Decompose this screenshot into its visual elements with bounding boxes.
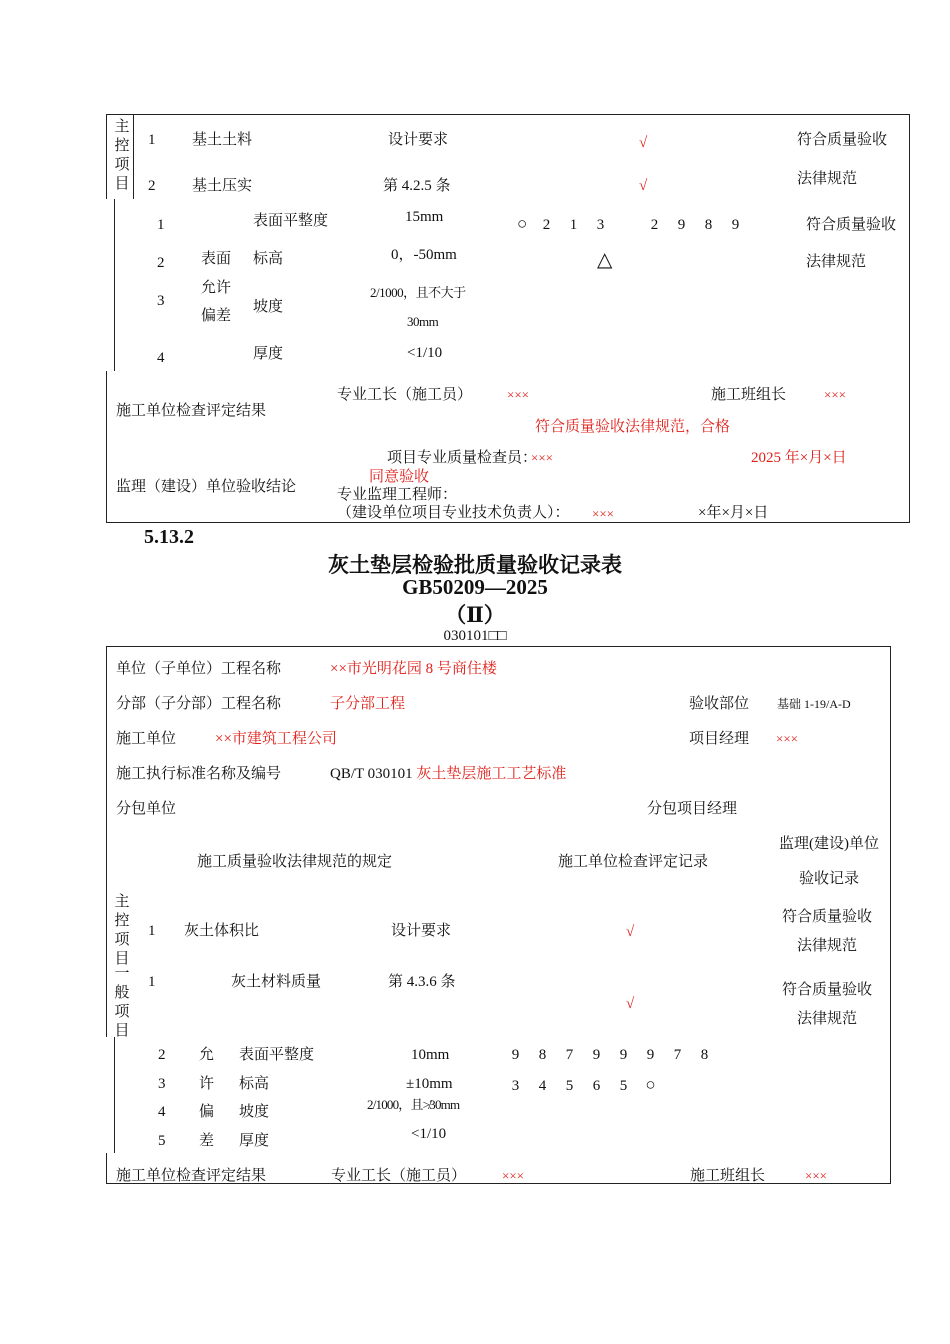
construction-result-label: 施工单位检查评定结果 [116,1168,267,1184]
contractor-value: ××市建筑工程公司 [215,731,337,747]
page-title: 灰土垫层检验批质量验收记录表 [328,553,622,577]
row-2-triangle-symbol: △ [597,249,613,271]
dev-row-3-no: 3 [158,1076,166,1092]
general-row-3-no: 3 [157,293,165,309]
header-supervision-line-2: 验收记录 [799,871,860,887]
circle-symbol: ○ [645,1075,656,1094]
group-label-deviation: 偏差 [201,308,232,324]
value-cell: 8 [538,1047,547,1063]
value-cell: 9 [619,1047,628,1063]
general-row-4-no: 4 [157,350,165,366]
value-cell: 4 [538,1078,547,1094]
date-2 [698,504,768,522]
table-2-right-border-b [890,1037,891,1153]
header-spec: 施工质量验收法律规范的规定 [197,854,393,870]
value-cell: 9 [592,1047,601,1063]
main-row-check: √ [626,924,635,940]
main-row-1-no: 1 [148,132,156,148]
allow-char-1: 允 [199,1047,215,1063]
date-1: 2025 年×月×日 [751,450,847,466]
allow-char-3: 偏 [199,1104,215,1120]
foreman-label: 专业工长（施工员） [337,387,473,403]
date-2-text: ×年×月×日 [698,505,769,521]
allow-char-2: 许 [199,1076,215,1092]
value-cell: 9 [511,1047,520,1063]
project-manager-value: ××× [776,731,798,746]
value-cell: 6 [592,1078,601,1094]
foreman-value: ××× [502,1168,524,1183]
dev-row-5-item: 厚度 [239,1133,270,1149]
unit-value: ××市光明花园 8 号商住楼 [330,661,497,677]
form-code: 030101□□ [443,628,507,644]
main-verdict-line-1: 符合质量验收 [797,132,888,148]
table-1-left-border-c [106,371,107,523]
table-1-top-border [106,114,910,115]
dev-row-2-no: 2 [158,1047,166,1063]
table-1-left-border-a [106,114,107,199]
value-cell: 8 [700,1047,709,1063]
team-leader-label: 施工班组长 [690,1168,766,1184]
supervisor-label: 专业监理工程师： [337,487,458,503]
form-variant: （Ⅱ） [445,603,505,627]
header-record: 施工单位检查评定记录 [558,854,709,870]
table-2-top-border [106,646,891,647]
general-verdict-line-1: 符合质量验收 [806,217,897,233]
contractor-label: 施工单位 [116,731,177,747]
dev-row-2-requirement: 10mm [411,1047,450,1063]
main-row-no: 1 [148,923,156,939]
main-row-1-requirement: 设计要求 [388,132,449,148]
table-1-bottom-border [106,522,910,523]
general-verdict-line-2: 法律规范 [797,1011,858,1027]
team-leader-value: ××× [805,1168,827,1183]
value-cell: 5 [565,1078,574,1094]
division-label: 分部（子分部）工程名称 [116,696,282,712]
dev-row-3-item: 标高 [239,1076,270,1092]
standard-name: 灰土垫层施工工艺标准 [416,766,567,782]
dev-row-5-requirement: <1/10 [411,1126,447,1142]
project-manager-label: 项目经理 [689,731,750,747]
table-2-right-border-a [890,646,891,1037]
general-row-1-no: 1 [157,217,165,233]
general-row-1-item: 表面平整度 [253,213,329,229]
table-2-left-border-a [106,646,107,1037]
standard-label: 施工执行标准名称及编号 [116,766,282,782]
inspection-part-value: 基础 1-19/A-D [777,697,851,711]
value-cell: 9 [646,1047,655,1063]
supervision-result: 同意验收 [369,469,430,485]
value-cell: 9 [731,217,740,233]
inspector-value: ××× [531,450,553,465]
subcontractor-label: 分包单位 [116,801,177,817]
main-verdict-line-2: 法律规范 [797,938,858,954]
inspector-label: 项目专业质量检查员： [387,450,538,466]
main-control-label: 主控项目 [114,894,130,967]
standard-code-title: GB50209—2025 [402,575,548,599]
general-row-4-item: 厚度 [253,346,284,362]
general-row-3-requirement-line-1: 2/1000，且不大于 [370,285,466,300]
dev-row-4-requirement: 2/1000，且≯30mm [367,1097,460,1112]
table-2-right-border-c [890,1153,891,1184]
standard-code [330,765,566,783]
table-2-left-border-c [106,1153,107,1184]
table-1-left-border-b [114,199,115,371]
general-row-1-no: 1 [148,974,156,990]
value-cell: 3 [511,1078,520,1094]
dev-row-3-requirement: ±10mm [406,1076,453,1092]
general-row-1-requirement: 15mm [405,209,444,225]
division-value: 子分部工程 [330,696,406,712]
subcontractor-pm-label: 分包项目经理 [647,801,738,817]
main-control-label: 主控项目 [114,119,130,192]
general-row-2-item: 标高 [253,251,284,267]
general-items-label: 一般项目 [114,966,130,1039]
section-number: 5.13.2 [144,526,194,548]
general-row-2-no: 2 [157,255,165,271]
value-cell: 1 [569,217,578,233]
value-cell: 7 [565,1047,574,1063]
general-row-2-requirement: 0，-50mm [391,247,457,263]
row-1-measured-values [533,216,749,234]
general-row-3-requirement-line-2: 30mm [407,314,439,329]
table-2-left-border-b [114,1037,115,1153]
general-row-4-requirement: <1/10 [407,345,443,361]
general-row-1-check: √ [626,996,635,1012]
general-verdict-line-1: 符合质量验收 [782,982,873,998]
inspection-part-label: 验收部位 [689,696,750,712]
supervisor-value: ××× [592,506,614,521]
row-1-circle-symbol: ○ [517,214,528,233]
value-cell: 2 [542,217,551,233]
general-row-3-item: 坡度 [253,299,284,315]
dev-row-4-item: 坡度 [239,1104,270,1120]
dev-row-2-values [502,1046,718,1064]
unit-label: 单位（子单位）工程名称 [116,661,282,677]
dev-row-5-no: 5 [158,1133,166,1149]
main-row-1-check: √ [639,135,648,151]
general-row-1-item: 灰土材料质量 [231,974,322,990]
team-leader-label: 施工班组长 [711,387,787,403]
main-row-2-item: 基土压实 [192,178,253,194]
foreman-label: 专业工长（施工员） [331,1168,467,1184]
main-row-requirement: 设计要求 [391,923,452,939]
main-verdict-line-2: 法律规范 [797,171,858,187]
general-verdict-line-2: 法律规范 [806,254,867,270]
main-row-1-item: 基土土料 [192,132,253,148]
table-1-right-border [909,114,910,523]
main-row-2-no: 2 [148,178,156,194]
main-row-item: 灰土体积比 [184,923,260,939]
main-row-2-requirement: 第 4.2.5 条 [383,178,451,194]
standard-code-text: QB/T 030101 [330,766,413,782]
value-cell: 9 [677,217,686,233]
group-label-surface: 表面 [201,251,232,267]
supervisor-sub-label: （建设单位项目专业技术负责人）： [337,505,570,521]
header-supervision-line-1: 监理(建设)单位 [779,836,879,852]
value-cell: 3 [596,217,605,233]
foreman-value: ××× [507,387,529,402]
construction-result-text: 符合质量验收法律规范，合格 [535,419,731,435]
value-cell: 5 [619,1078,628,1094]
construction-result-label: 施工单位检查评定结果 [116,403,267,419]
dev-row-3-values [502,1075,664,1095]
main-verdict-line-1: 符合质量验收 [782,909,873,925]
supervision-label: 监理（建设）单位验收结论 [116,479,297,495]
dev-row-2-item: 表面平整度 [239,1047,315,1063]
table-1-main-divider [133,114,134,199]
value-cell: 8 [704,217,713,233]
group-label-allowable: 允许 [201,280,232,296]
team-leader-value: ××× [824,387,846,402]
dev-row-4-no: 4 [158,1104,166,1120]
value-cell: 2 [650,217,659,233]
main-row-2-check: √ [639,178,648,194]
allow-char-4: 差 [199,1133,215,1149]
general-row-1-requirement: 第 4.3.6 条 [388,974,456,990]
value-cell: 7 [673,1047,682,1063]
